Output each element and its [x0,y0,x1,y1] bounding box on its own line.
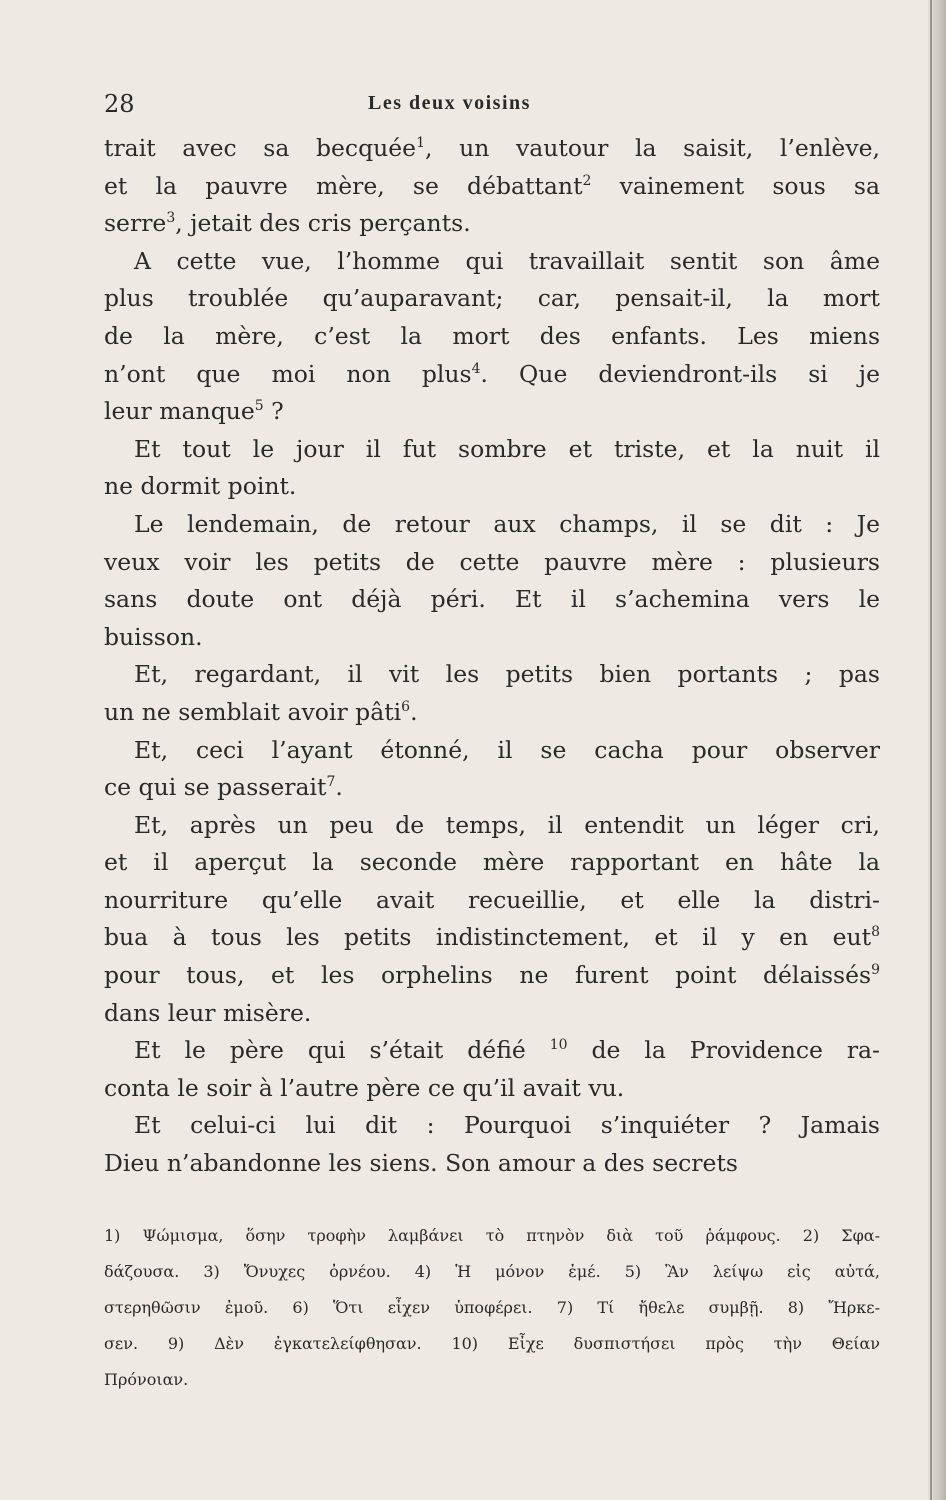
text-line [104,957,880,995]
text-line [104,1145,880,1183]
line-text: plus troublée qu’auparavant; car, pensait-il, la mort [104,284,880,313]
text-line [104,882,880,920]
line-text: un ne semblait avoir pâti [104,697,402,726]
line-text: conta le soir à l’autre père ce qu’il avait vu. [104,1073,625,1102]
line-text-after: , jetait des cris perçants. [175,209,471,238]
page-edge-line [930,0,932,1500]
footnote-marker[interactable]: 6 [401,698,411,715]
line-text: Et, ceci l’ayant étonné, il se cacha pour observer [134,735,880,764]
text-line [104,1032,880,1070]
text-line [104,130,880,168]
line-text: ne dormit point. [104,472,297,501]
paragraph [104,732,880,807]
text-line [104,205,880,243]
text-line [104,243,880,281]
line-text-after: , un vautour la saisit, l’enlève, [425,134,880,162]
page-header [104,90,884,124]
paragraph [104,506,880,656]
text-line [104,318,880,356]
line-text: ce qui se passerait [104,773,327,802]
line-text: pour tous, et les orphelins ne furent point délaissés [104,961,872,990]
line-text: veux voir les petits de cette pauvre mère : plusieurs [104,547,880,576]
line-text: Dieu n’abandonne les siens. Son amour a des secrets [104,1149,738,1178]
line-text: Et le père qui s’était défié [134,1036,550,1065]
line-text: buisson. [104,622,203,651]
text-line [104,468,880,506]
line-text: et il aperçut la seconde mère rapportant en hâte la [104,848,880,877]
line-text: Et, après un peu de temps, il entendit un léger cri, [134,810,880,839]
text-line [104,694,880,732]
line-text: serre [104,209,167,238]
running-title: Les deux voisins [368,92,531,114]
text-line [104,506,880,544]
footnote-marker[interactable]: 8 [871,924,880,941]
footnote-marker[interactable]: 4 [471,360,481,377]
line-text: de la mère, c’est la mort des enfants. Les miens [104,321,880,350]
paragraph [104,807,880,1033]
footnote-marker[interactable]: 5 [254,398,264,415]
line-text: trait avec sa becquée [104,134,417,162]
text-line [104,544,880,582]
line-text-after: de la Providence ra- [567,1036,880,1065]
line-text: Et tout le jour il fut sombre et triste, et la nuit il [134,434,880,463]
footnote-marker[interactable]: 1 [416,135,425,151]
paragraph [104,1107,880,1182]
line-text-after: . [410,697,418,726]
footnote-line: 1) Ψώμισμα, ὅσην τροφὴν λαμβάνει τὸ πτηνὸν διὰ τοῦ ῥάμφους. 2) Σφα- [104,1226,880,1245]
text-line [104,280,880,318]
text-line [104,393,880,431]
line-text: leur manque [104,397,255,426]
line-text: sans doute ont déjà péri. Et il s’achemina vers le [104,585,880,614]
line-text: Et celui-ci lui dit : Pourquoi s’inquiéter ? Jamais [134,1111,880,1140]
text-line [104,619,880,657]
line-text: A cette vue, l’homme qui travaillait sentit son âme [134,246,880,275]
paragraph [104,243,880,431]
paragraph [104,656,880,731]
line-text: dans leur misère. [104,998,312,1027]
line-text: nourriture qu’elle avait recueillie, et elle la distri- [104,885,880,914]
footnote-line: στερηθῶσιν ἐμοῦ. 6) Ὅτι εἶχεν ὑποφέρει. 7) Τί ἤθελε συμβῇ. 8) Ἤρκε- [104,1298,880,1317]
text-line [104,807,880,845]
line-text: Le lendemain, de retour aux champs, il se dit : Je [134,509,880,538]
text-line [104,356,880,394]
line-text-after: ? [263,397,284,426]
line-text-after: . [335,773,343,802]
text-line [104,431,880,469]
footnote-line: δάζουσα. 3) Ὄνυχες ὀρνέου. 4) Ἡ μόνον ἐμέ. 5) Ἂν λείψω εἰς αὐτά, [104,1262,880,1281]
text-line [104,844,880,882]
footnote-marker[interactable]: 7 [326,774,336,791]
text-line [104,995,880,1033]
line-text: n’ont que moi non plus [104,359,472,388]
text-line [104,1107,880,1145]
footnotes [104,1218,880,1398]
paragraph [104,130,880,243]
footnote-line: Πρόνοιαν. [104,1370,189,1389]
text-line [104,656,880,694]
text-line [104,919,880,957]
text-line [104,168,880,206]
footnote-line: σεν. 9) Δὲν ἐγκατελείφθησαν. 10) Εἶχε δυσπιστήσει πρὸς τὴν Θείαν [104,1334,880,1353]
paragraph [104,431,880,506]
footnote-marker[interactable]: 3 [166,210,176,227]
body-text [104,130,880,1183]
text-line [104,1070,880,1108]
footnote-marker[interactable]: 10 [549,1037,568,1054]
paragraph [104,1032,880,1107]
text-line [104,581,880,619]
text-line [104,769,880,807]
page-number: 28 [104,90,135,118]
line-text-after: vainement sous sa [591,171,880,200]
line-text: et la pauvre mère, se débattant [104,171,583,200]
text-line [104,732,880,770]
line-text: Et, regardant, il vit les petits bien portants ; pas [134,660,880,689]
line-text: bua à tous les petits indistinctement, et il y en eut [104,923,872,952]
line-text-after: . Que deviendront-ils si je [480,359,880,388]
footnote-marker[interactable]: 9 [871,962,880,979]
footnote-marker[interactable]: 2 [582,172,592,189]
